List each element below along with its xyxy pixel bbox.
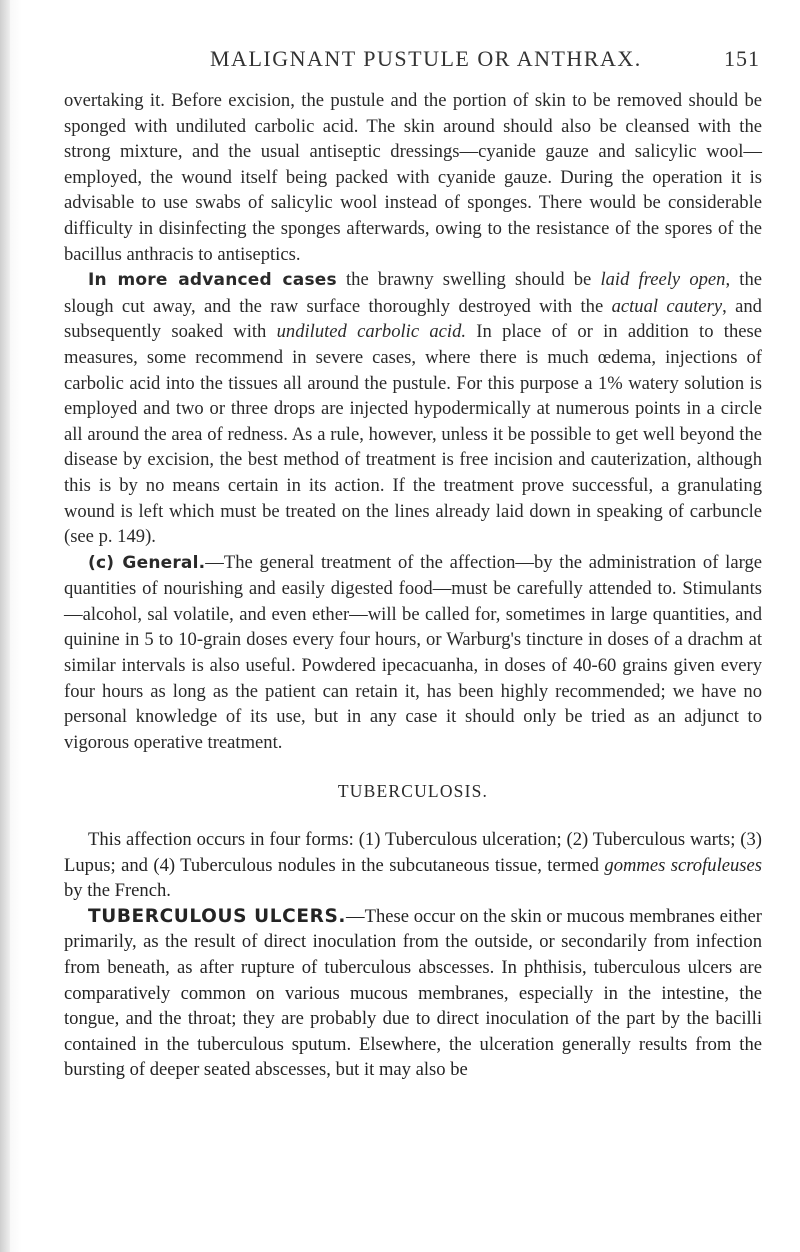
paragraph-lead: In more advanced cases xyxy=(88,270,337,291)
paragraph-advanced-cases xyxy=(64,267,762,550)
emphasis-text: laid freely open xyxy=(600,269,726,291)
page-body xyxy=(64,88,762,1083)
paragraph-text: —The general treatment of the affection—by the administration of large quantities of nourishing and easily digested food—must be carefully attended to. Stimulants—alcohol, sal volatile, and even ether—will be called for, sometimes in large quantities, and quinine in 5 to 10-grain doses every four hours, or Warburg's tincture in doses of a drachm at similar intervals is also useful. Powdered ipecacuanha, in doses of 40-60 grains given every four hours as long as the patient can retain it, has been highly recommended; we have no personal knowledge of its use, but in any case it should only be tried as an adjunct to vigorous operative treatment. xyxy=(64,551,762,753)
section-heading: TUBERCULOSIS. xyxy=(337,781,489,802)
emphasis-text: gommes scrofuleuses xyxy=(604,854,763,876)
paragraph-four-forms xyxy=(64,827,762,904)
paragraph-tuberculous-ulcers xyxy=(64,904,762,1083)
paragraph-text: overtaking it. Before excision, the pustule and the portion of skin to be removed should be sponged with undiluted carbolic acid. The skin around should also be cleansed with the strong mixture, and the usual antiseptic dressings—cyanide gauze and salicylic wool—employed, the wound itself being packed with cyanide gauze. During the operation it is advisable to use swabs of salicylic wool instead of sponges. There would be considerable difficulty in disinfecting the sponges afterwards, owing to the resistance of the spores of the bacillus anthracis to antiseptics. xyxy=(64,90,762,265)
page-header xyxy=(64,46,760,72)
paragraph-lead: TUBERCULOUS ULCERS. xyxy=(88,905,346,927)
emphasis-text: undiluted carbolic acid. xyxy=(276,321,467,343)
paragraph-text: , the slough cut away, and the raw surface thoroughly destroyed with the xyxy=(64,269,762,317)
paragraph-text: In place of or in addition to these measures, some recommend in severe cases, where there is much œdema, injections of carbolic acid into the tissues all around the pustule. For this purpose a 1% watery solution is employed and two or three drops are injected hypodermically at numerous points in a circle all around the area of redness. As a rule, however, unless it be possible to get well beyond the disease by excision, the best method of treatment is free incision and cauterization, although this is by no means certain in its action. If the treatment prove successful, a granulating wound is left which must be treated on the lines already laid down in speaking of carbuncle (see p. 149). xyxy=(64,321,762,548)
paragraph-excision-dressing xyxy=(64,88,762,267)
paragraph-text: , and subsequently soaked with xyxy=(64,295,762,343)
paragraph-text: the brawny swelling should be xyxy=(336,269,601,291)
paragraph-general-treatment xyxy=(64,550,762,756)
tuberculosis-section xyxy=(64,827,762,1083)
page-spine-shadow xyxy=(0,0,10,1252)
running-title: MALIGNANT PUSTULE OR ANTHRAX. xyxy=(210,46,642,71)
paragraph-text: This affection occurs in four forms: (1) Tuberculous ulceration; (2) Tuberculous warts; (3) Lupus; and (4) Tuberculous nodules in the subcutaneous tissue, termed xyxy=(64,829,762,876)
paragraph-lead: (c) General. xyxy=(88,552,206,573)
paragraph-text: —These occur on the skin or mucous membranes either primarily, as the result of direct inoculation from the outside, or secondarily from infection from beneath, as after rupture of tuberculous abscesses. In phthisis, tuberculous ulcers are comparatively common on various mucous membranes, especially in the intestine, the tongue, and the throat; they are probably due to direct inoculation of the part by the bacilli contained in the tuberculous sputum. Elsewhere, the ulceration generally results from the bursting of deeper seated abscesses, but it may also be xyxy=(64,905,762,1081)
emphasis-text: actual cautery xyxy=(611,295,723,317)
page-number: 151 xyxy=(724,46,760,71)
paragraph-text: by the French. xyxy=(64,880,171,902)
